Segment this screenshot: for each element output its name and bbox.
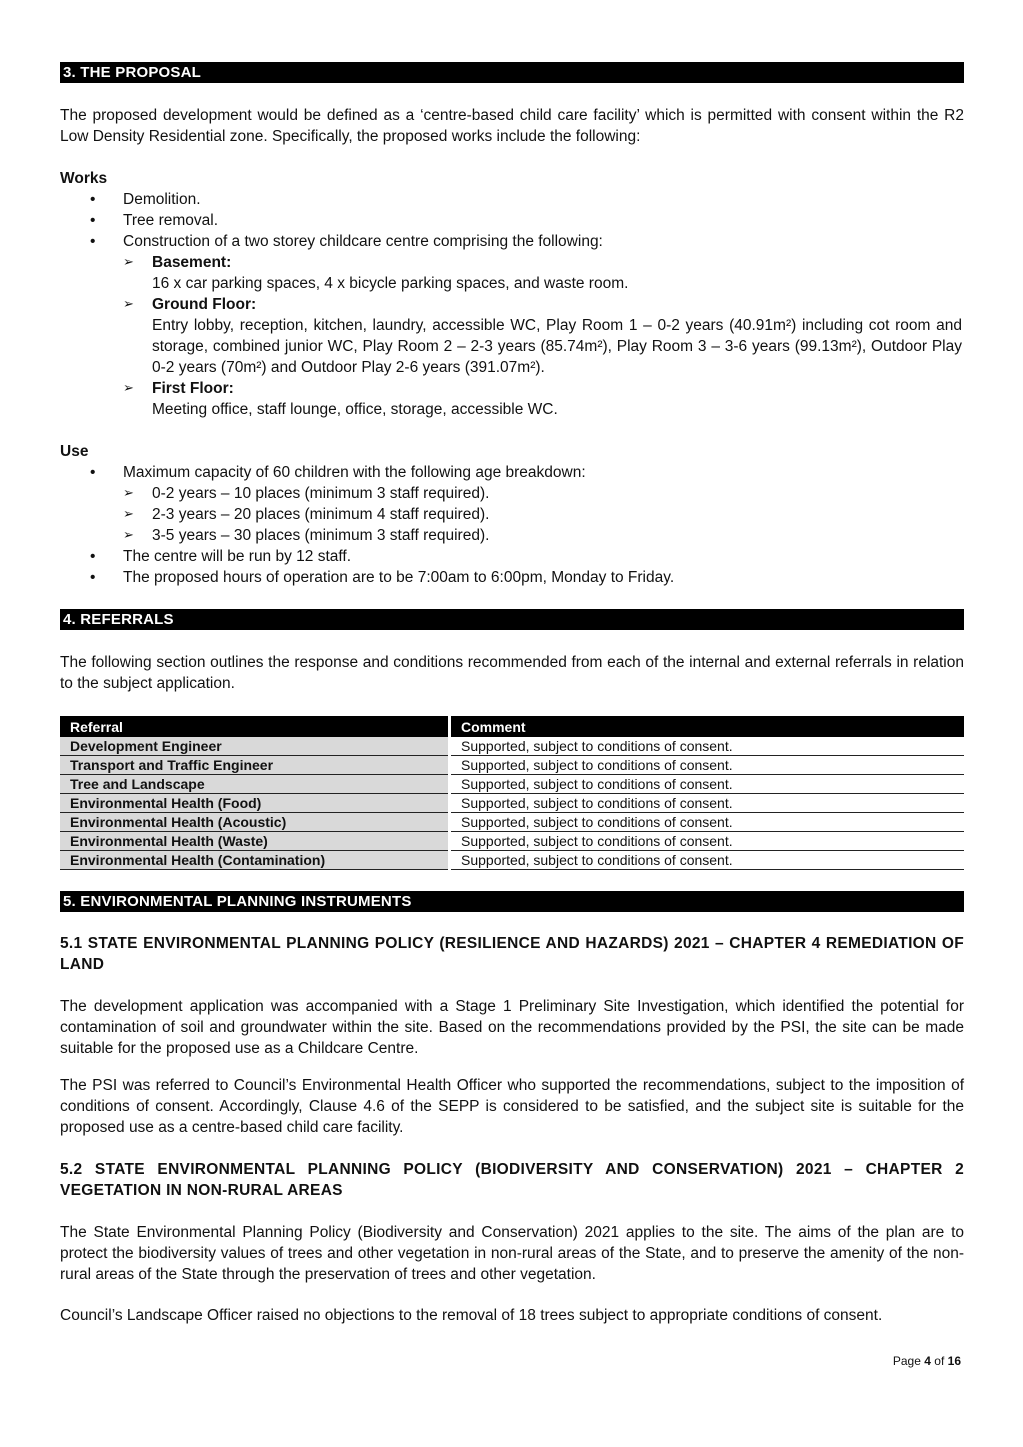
proposal-intro: The proposed development would be defined as a ‘centre-based child care facility’ which is permitted with consent within the R2 Low Density Residential zone. Specifically, the proposed works include the following: [60, 107, 964, 145]
comment-cell: Supported, subject to conditions of consent. [450, 813, 965, 832]
subsection-5-2-paragraph-2: Council’s Landscape Officer raised no objections to the removal of 18 trees subject to appropriate conditions of consent. [60, 1307, 883, 1324]
age-item: ➢ 2-3 years – 20 places (minimum 4 staff required). [123, 504, 964, 525]
first-floor-title: ➢ First Floor: [152, 380, 234, 397]
basement-text: 16 x car parking spaces, 4 x bicycle parking spaces, and waste room. [152, 275, 629, 292]
column-header-comment: Comment [450, 716, 965, 737]
floor-list [123, 252, 964, 420]
use-list [60, 462, 964, 588]
referral-cell: Transport and Traffic Engineer [60, 756, 450, 775]
floor-item-basement [123, 252, 964, 294]
table-row [60, 813, 964, 832]
of-word: of [934, 1354, 945, 1368]
referral-cell: Environmental Health (Food) [60, 794, 450, 813]
subsection-5-2-title: 5.2 STATE ENVIRONMENTAL PLANNING POLICY (BIODIVERSITY AND CONSERVATION) 2021 – CHAPTER 2 VEGETATION IN NON-RURAL AREAS [60, 1161, 964, 1199]
section-4-heading: 4. REFERRALS [60, 609, 964, 630]
floor-item-first [123, 378, 964, 420]
page-footer [893, 1354, 961, 1368]
table-row [60, 775, 964, 794]
comment-cell: Supported, subject to conditions of consent. [450, 775, 965, 794]
subsection-5-2-paragraph-1: The State Environmental Planning Policy (Biodiversity and Conservation) 2021 applies to the site. The aims of the plan are to protect the biodiversity values of trees and other vegetation in non-rural areas of the State, and to preserve the amenity of the non-rural areas of the State through the preservation of trees and other vegetation. [60, 1224, 964, 1283]
first-floor-text: Meeting office, staff lounge, office, storage, accessible WC. [152, 401, 558, 418]
age-item: ➢ 3-5 years – 30 places (minimum 3 staff required). [123, 525, 964, 546]
comment-cell: Supported, subject to conditions of consent. [450, 832, 965, 851]
table-row [60, 794, 964, 813]
list-item-text: Maximum capacity of 60 children with the following age breakdown: [123, 464, 586, 481]
use-heading: Use [60, 443, 89, 460]
page-number: 4 [924, 1354, 931, 1368]
list-item: • The centre will be run by 12 staff. [60, 546, 964, 567]
section-3-heading: 3. THE PROPOSAL [60, 62, 964, 83]
page-total: 16 [947, 1354, 961, 1368]
comment-cell: Supported, subject to conditions of consent. [450, 794, 965, 813]
table-row [60, 832, 964, 851]
basement-title: ➢ Basement: [152, 254, 232, 271]
referrals-table [60, 716, 964, 870]
column-header-referral: Referral [60, 716, 450, 737]
table-row [60, 851, 964, 870]
table-row [60, 756, 964, 775]
referral-cell: Environmental Health (Contamination) [60, 851, 450, 870]
age-list [123, 483, 964, 546]
works-heading: Works [60, 170, 108, 187]
section-5-heading: 5. ENVIRONMENTAL PLANNING INSTRUMENTS [60, 891, 964, 912]
referral-cell: Environmental Health (Waste) [60, 832, 450, 851]
ground-floor-title: ➢ Ground Floor: [152, 296, 257, 313]
comment-cell: Supported, subject to conditions of consent. [450, 756, 965, 775]
subsection-5-1-paragraph-1: The development application was accompanied with a Stage 1 Preliminary Site Investigation, which identified the potential for contamination of soil and groundwater within the site. Based on the recommendations provided by the PSI, the site can be made suitable for the proposed use as a Childcare Centre. [60, 998, 964, 1057]
list-item [60, 462, 964, 546]
page-word: Page [892, 1354, 921, 1368]
referral-cell: Tree and Landscape [60, 775, 450, 794]
document-page [60, 62, 964, 1326]
subsection-5-1-title: 5.1 STATE ENVIRONMENTAL PLANNING POLICY (RESILIENCE AND HAZARDS) 2021 – CHAPTER 4 REMEDIATION OF LAND [60, 935, 964, 973]
table-header-row [60, 716, 964, 737]
referrals-intro: The following section outlines the response and conditions recommended from each of the internal and external referrals in relation to the subject application. [60, 654, 964, 692]
comment-cell: Supported, subject to conditions of consent. [450, 851, 965, 870]
referral-cell: Environmental Health (Acoustic) [60, 813, 450, 832]
list-item: • The proposed hours of operation are to be 7:00am to 6:00pm, Monday to Friday. [60, 567, 964, 588]
list-item-text: Construction of a two storey childcare centre comprising the following: [123, 233, 603, 250]
comment-cell: Supported, subject to conditions of consent. [450, 737, 965, 756]
subsection-5-1-paragraph-2: The PSI was referred to Council’s Environmental Health Officer who supported the recommendations, subject to the imposition of conditions of consent. Accordingly, Clause 4.6 of the SEPP is considered to be satisfied, and the subject site is suitable for the proposed use as a centre-based child care facility. [60, 1077, 964, 1136]
age-item: ➢ 0-2 years – 10 places (minimum 3 staff required). [123, 483, 964, 504]
works-list [60, 189, 964, 420]
list-item [60, 231, 964, 420]
list-item: • Tree removal. [60, 210, 964, 231]
ground-floor-text: Entry lobby, reception, kitchen, laundry, accessible WC, Play Room 1 – 0-2 years (40.91m²) including cot room and storage, combined junior WC, Play Room 2 – 2-3 years (85.74m²), Play Room 3 – 3-6 years (99.13m²), Outdoor Play 0-2 years (70m²) and Outdoor Play 2-6 years (391.07m²). [152, 317, 962, 376]
table-row [60, 737, 964, 756]
floor-item-ground [123, 294, 964, 378]
list-item: • Demolition. [60, 189, 964, 210]
referral-cell: Development Engineer [60, 737, 450, 756]
